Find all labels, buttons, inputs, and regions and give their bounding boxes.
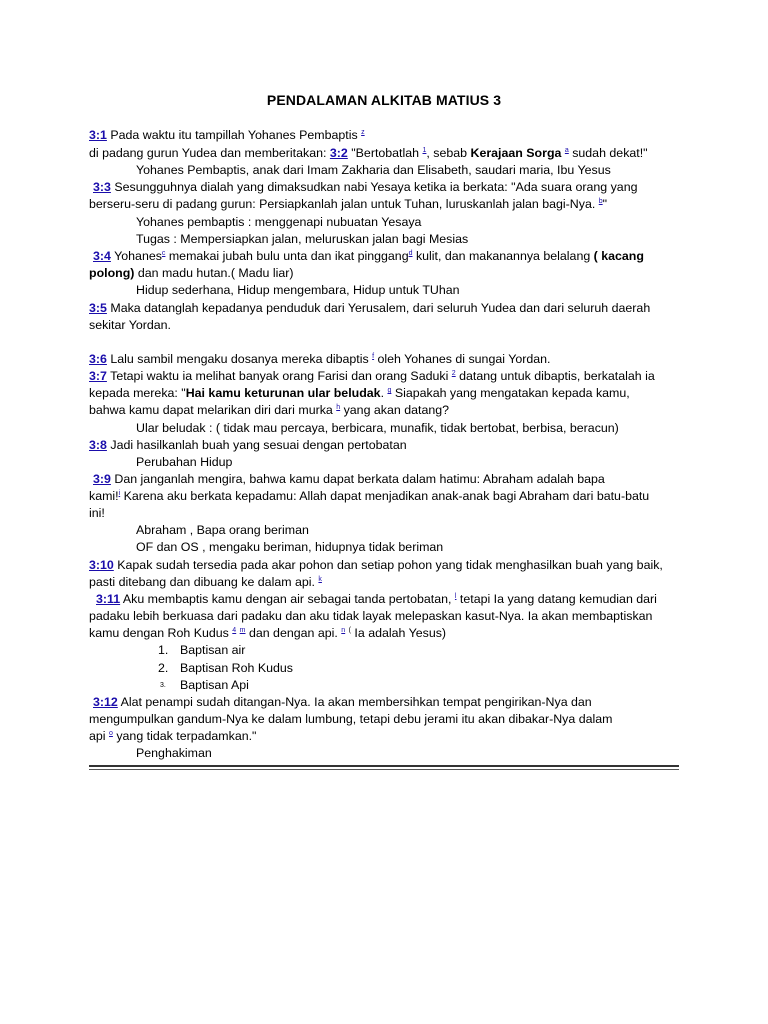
bold-phrase: polong) — [89, 266, 135, 280]
divider-rule — [89, 769, 679, 770]
verse-link-3-12[interactable]: 3:12 — [93, 695, 118, 709]
verse-text: sudah dekat!" — [568, 146, 648, 160]
verse-text: Karena aku berkata kepadamu: Allah dapat menjadikan anak-anak bagi Abraham dari batu-batu — [120, 489, 650, 503]
verse-text: Kapak sudah tersedia pada akar pohon dan setiap pohon yang tidak menghasilkan buah yang baik, — [117, 558, 663, 572]
verse-3-12-line — [93, 694, 592, 711]
verse-text: dan dengan api. — [245, 626, 338, 640]
verse-link-3-2[interactable]: 3:2 — [329, 146, 348, 160]
verse-text: Aku membaptis kamu dengan air sebagai tanda pertobatan, — [122, 592, 452, 606]
verse-line — [89, 728, 256, 745]
verse-text: Ia adalah Yesus) — [350, 626, 447, 640]
note-line: Tugas : Mempersiapkan jalan, meluruskan jalan bagi Mesias — [136, 232, 469, 246]
list-number: 2. — [158, 661, 169, 675]
note-line: Yohanes pembaptis : menggenapi nubuatan Yesaya — [136, 215, 422, 229]
verse-line: padaku lebih berkuasa dari padaku dan aku tidak layak melepaskan kasut-Nya. Ia akan membaptiskan — [89, 609, 653, 623]
verse-3-7-line — [89, 368, 655, 385]
verse-line — [89, 196, 607, 213]
verse-line — [89, 488, 649, 505]
page-title: PENDALAMAN ALKITAB MATIUS 3 — [266, 92, 502, 108]
footnote-link[interactable]: g — [387, 386, 392, 394]
footnote-link[interactable]: a — [564, 146, 569, 154]
bold-phrase: Hai kamu keturunan ular beludak — [185, 386, 381, 400]
list-number: 1. — [158, 643, 169, 657]
verse-link-3-1[interactable]: 3:1 — [89, 128, 107, 142]
verse-3-6-line — [89, 351, 550, 368]
verse-text: Tetapi waktu ia melihat banyak orang Farisi dan orang Saduki — [110, 369, 449, 383]
footnote-link[interactable]: n — [341, 626, 346, 634]
footnote-mark: ( — [348, 626, 351, 634]
note-line: Yohanes Pembaptis, anak dari Imam Zakharia dan Elisabeth, saudari maria, Ibu Yesus — [136, 163, 611, 177]
verse-link-3-10[interactable]: 3:10 — [89, 558, 114, 572]
verse-text: Sesungguhnya dialah yang dimaksudkan nabi Yesaya ketika ia berkata: "Ada suara orang yang — [114, 180, 638, 194]
footnote-link[interactable]: z — [361, 128, 365, 136]
footnote-link[interactable]: i — [118, 489, 121, 497]
verse-3-4-line — [93, 248, 644, 265]
list-text: Baptisan air — [180, 643, 246, 657]
verse-text: Jadi hasilkanlah buah yang sesuai dengan pertobatan — [110, 438, 407, 452]
verse-link-3-9[interactable]: 3:9 — [93, 472, 111, 486]
verse-text: . — [380, 386, 388, 400]
verse-text: memakai jubah bulu unta dan ikat pinggang — [165, 249, 409, 263]
verse-link-3-4[interactable]: 3:4 — [93, 249, 111, 263]
verse-text: yang akan datang? — [340, 403, 450, 417]
note-line: Ular beludak : ( tidak mau percaya, berbicara, munafik, tidak bertobat, berbisa, beracun) — [136, 421, 619, 435]
footnote-link[interactable]: 1 — [422, 146, 427, 154]
verse-3-5-line — [89, 300, 650, 317]
verse-link-3-3[interactable]: 3:3 — [93, 180, 111, 194]
verse-link-3-5[interactable]: 3:5 — [89, 301, 107, 315]
verse-link-3-11[interactable]: 3:11 — [96, 592, 121, 606]
verse-3-3-line — [93, 179, 637, 196]
footnote-link[interactable]: 2 — [451, 369, 456, 377]
list-number: 3. — [160, 682, 166, 689]
list-text: Baptisan Api — [180, 678, 249, 692]
verse-text: dan madu hutan.( Madu liar) — [134, 266, 294, 280]
verse-3-10-line — [89, 557, 663, 574]
verse-text: kami! — [89, 489, 119, 503]
list-item — [158, 642, 246, 659]
verse-text: "Bertobatlah — [351, 146, 420, 160]
footnote-link[interactable]: k — [318, 575, 322, 583]
footnote-link[interactable]: f — [372, 352, 375, 360]
verse-text: pasti ditebang dan dibuang ke dalam api. — [89, 575, 315, 589]
verse-line: sekitar Yordan. — [89, 318, 171, 332]
verse-line: mengumpulkan gandum-Nya ke dalam lumbung, tetapi debu jerami itu akan dibakar-Nya dalam — [89, 712, 613, 726]
verse-link-3-7[interactable]: 3:7 — [89, 369, 107, 383]
footnote-link[interactable]: o — [109, 729, 113, 737]
verse-text: , sebab — [426, 146, 471, 160]
verse-text: datang untuk dibaptis, berkatalah ia — [455, 369, 655, 383]
footnote-link[interactable]: h — [336, 403, 341, 411]
list-text: Baptisan Roh Kudus — [180, 661, 293, 675]
verse-text: berseru-seru di padang gurun: Persiapkanlah jalan untuk Tuhan, luruskanlah jalan bagi-Nya. — [89, 197, 596, 211]
verse-line — [89, 402, 449, 419]
verse-text: kamu dengan Roh Kudus — [89, 626, 229, 640]
verse-text: bahwa kamu dapat melarikan diri dari murka — [89, 403, 333, 417]
verse-text: Siapakah yang mengatakan kepada kamu, — [391, 386, 630, 400]
verse-text: oleh Yohanes di sungai Yordan. — [374, 352, 551, 366]
verse-line — [89, 625, 446, 642]
divider-rule — [89, 765, 679, 767]
verse-3-9-line — [93, 471, 605, 488]
footnote-link[interactable]: m — [239, 626, 246, 634]
footnote-link[interactable]: c — [161, 249, 166, 257]
list-item — [160, 677, 249, 694]
footnote-link[interactable]: l — [454, 592, 457, 600]
verse-text: " — [602, 197, 608, 211]
verse-line — [89, 385, 630, 402]
bold-phrase: ( kacang — [593, 249, 644, 263]
verse-line — [89, 574, 322, 591]
verse-3-2-line — [89, 145, 648, 162]
footnote-link[interactable]: d — [408, 249, 413, 257]
verse-text: kulit, dan makanannya belalang — [412, 249, 594, 263]
verse-text: Pada waktu itu tampillah Yohanes Pembaptis — [110, 128, 358, 142]
verse-text: tetapi Ia yang datang kemudian dari — [456, 592, 657, 606]
verse-text: Dan janganlah mengira, bahwa kamu dapat berkata dalam hatimu: Abraham adalah bapa — [114, 472, 605, 486]
list-item — [158, 660, 293, 677]
bold-phrase: Kerajaan Sorga — [470, 146, 562, 160]
verse-link-3-6[interactable]: 3:6 — [89, 352, 107, 366]
verse-text: Lalu sambil mengaku dosanya mereka dibaptis — [110, 352, 369, 366]
verse-3-11-line — [96, 591, 657, 608]
note-line: OF dan OS , mengaku beriman, hidupnya tidak beriman — [136, 540, 444, 554]
note-line: Penghakiman — [136, 746, 212, 760]
verse-text: Maka datanglah kepadanya penduduk dari Yerusalem, dari seluruh Yudea dan dari seluruh daerah — [110, 301, 651, 315]
note-line: Abraham , Bapa orang beriman — [136, 523, 309, 537]
verse-text: di padang gurun Yudea dan memberitakan: — [89, 146, 330, 160]
verse-line: ini! — [89, 506, 105, 520]
verse-text: Yohanes — [114, 249, 162, 263]
verse-text: api — [89, 729, 106, 743]
verse-link-3-8[interactable]: 3:8 — [89, 438, 107, 452]
footnote-link[interactable]: b — [598, 197, 603, 205]
footnote-link[interactable]: 4 — [232, 626, 237, 634]
verse-line — [89, 265, 294, 282]
verse-3-8-line — [89, 437, 407, 454]
verse-text: Alat penampi sudah ditangan-Nya. Ia akan membersihkan tempat pengirikan-Nya dan — [120, 695, 592, 709]
verse-3-1-line — [89, 127, 365, 144]
verse-text: kepada mereka: " — [89, 386, 186, 400]
note-line: Hidup sederhana, Hidup mengembara, Hidup untuk TUhan — [136, 283, 460, 297]
note-line: Perubahan Hidup — [136, 455, 233, 469]
verse-text: yang tidak terpadamkan." — [112, 729, 257, 743]
